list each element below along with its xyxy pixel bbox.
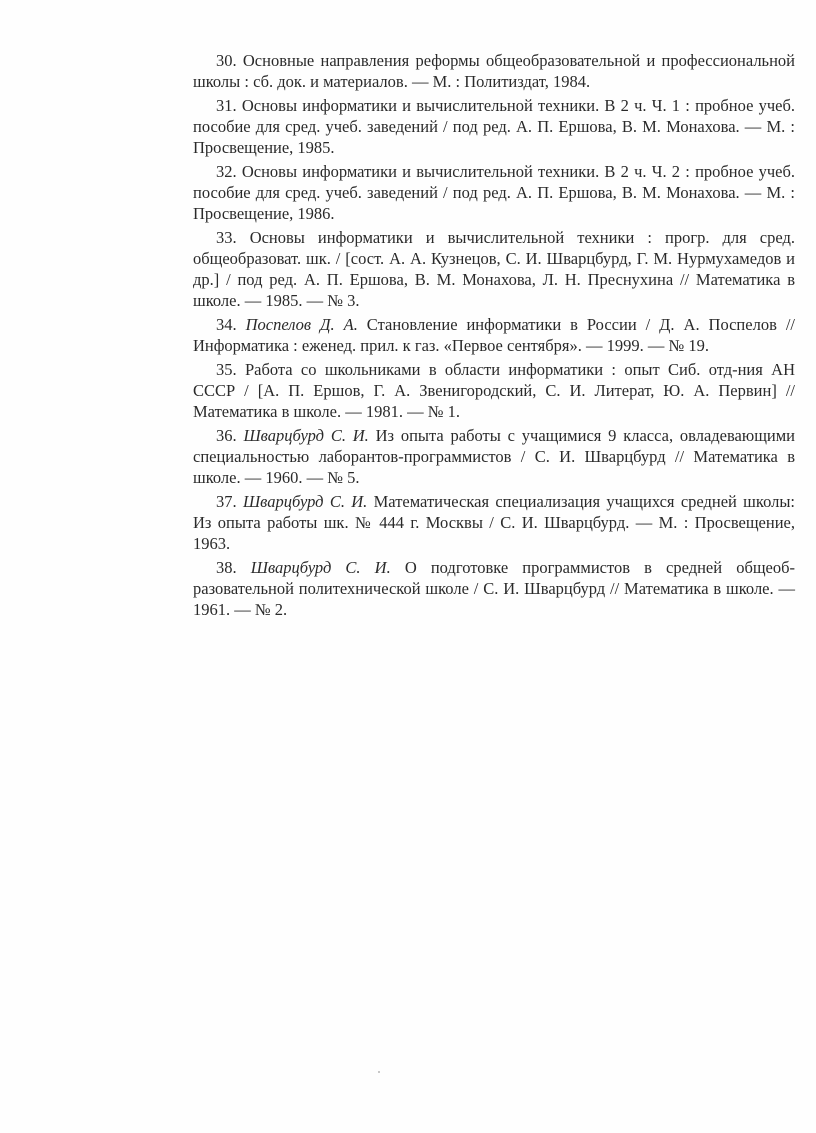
reference-author: Поспелов Д. А. [245, 315, 358, 334]
reference-item-38 [193, 557, 795, 620]
reference-item-32 [193, 161, 795, 224]
reference-number: 33. [216, 228, 237, 247]
reference-text: Математическая специализация учащихся средней школы: Из опыта работы шк. № 444 г. Москвы / С. И. Шварцбурд. — М. : Просвещение, 1963. [193, 492, 796, 553]
reference-text: Основы информатики и вычислительной техники : прогр. для сред. общеобразоват. шк. / [сост. А. А. Кузнецов, С. И. Шварцбурд, Г. М. Нурмухамедов и др.] / под ред. А. П. Ершова, В. М. Монахова, Л. Н. Преснухина // Математика в школе. — 1985. — № 3. [193, 228, 796, 310]
reference-text: Из опыта работы с учащимися 9 класса, овладевающими специальностью лаборантов-программистов / С. И. Шварцбурд // Математика в школе. — 1960. — № 5. [193, 426, 796, 487]
reference-item-30 [193, 50, 795, 92]
reference-number: 36. [216, 426, 237, 445]
reference-number: 30. [216, 51, 237, 70]
reference-item-37 [193, 491, 795, 554]
reference-author: Шварцбурд С. И. [243, 426, 369, 445]
reference-list [193, 50, 795, 623]
reference-number: 37. [216, 492, 237, 511]
reference-item-36 [193, 425, 795, 488]
reference-author: Шварцбурд С. И. [250, 558, 391, 577]
reference-item-31 [193, 95, 795, 158]
reference-text: Становление информатики в России / Д. А. Поспелов // Информатика : еженед. прил. к газ. «Первое сентября». — 1999. — № 19. [193, 315, 795, 355]
reference-number: 34. [216, 315, 237, 334]
reference-item-34 [193, 314, 795, 356]
reference-number: 35. [216, 360, 237, 379]
scan-speck [378, 1071, 380, 1073]
reference-text: Работа со школьниками в области информатики : опыт Сиб. отд-ния АН СССР / [А. П. Ершов, Г. А. Звенигородский, С. И. Литерат, Ю. А. Первин] // Математика в школе. — 1981. — № 1. [193, 360, 795, 421]
reference-number: 38. [216, 558, 237, 577]
reference-number: 32. [216, 162, 237, 181]
reference-text: Основные направления реформы общеобразовательной и профессиональной школы : сб. док. и материалов. — М. : Политиздат, 1984. [193, 51, 795, 91]
reference-number: 31. [216, 96, 237, 115]
reference-text: О подготовке программистов в средней общеобразовательной политехнической школе / С. И. Шварцбурд // Математика в школе. — 1961. — № 2. [193, 558, 796, 619]
reference-text: Основы информатики и вычислительной техники. В 2 ч. Ч. 1 : пробное учеб. пособие для сред. учеб. заведений / под ред. А. П. Ершова, В. М. Монахова. — М. : Просвещение, 1985. [193, 96, 795, 157]
reference-author: Шварцбурд С. И. [242, 492, 368, 511]
reference-item-33 [193, 227, 795, 311]
reference-item-35 [193, 359, 795, 422]
reference-text: Основы информатики и вычислительной техники. В 2 ч. Ч. 2 : пробное учеб. пособие для сред. учеб. заведений / под ред. А. П. Ершова, В. М. Монахова. — М. : Просвещение, 1986. [193, 162, 795, 223]
